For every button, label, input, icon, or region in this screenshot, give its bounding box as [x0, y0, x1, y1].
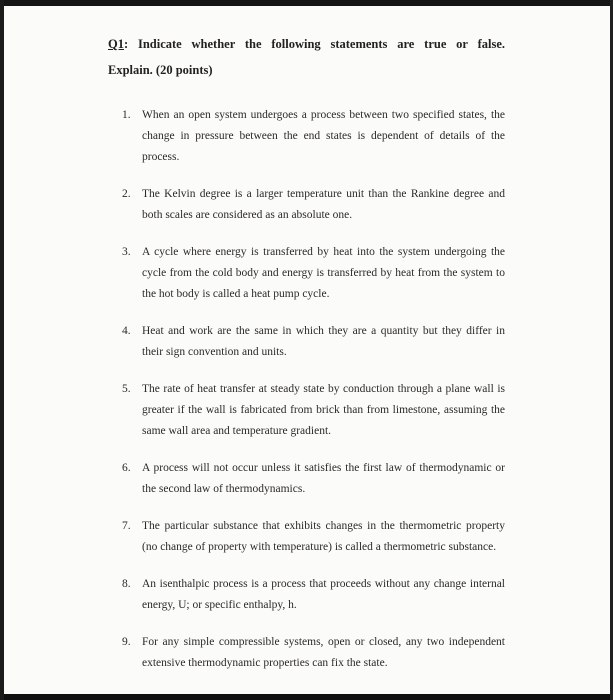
question-heading-line1	[108, 31, 505, 57]
statement-text: A cycle where energy is transferred by heat into the system undergoing the cycle from the cold body and energy is transferred by heat from the system to the hot body is called a heat pump cycle.	[142, 246, 505, 300]
statement-number: 5.	[122, 383, 131, 395]
statement-item	[122, 574, 505, 616]
statement-item	[122, 184, 505, 226]
statement-text: When an open system undergoes a process between two specified states, the change in pressure between the end states is dependent of details of the process.	[142, 109, 505, 163]
statement-text: The Kelvin degree is a larger temperature unit than the Rankine degree and both scales are considered as an absolute one.	[142, 188, 505, 221]
photo-bottom-border	[0, 694, 613, 700]
statement-number: 9.	[122, 636, 131, 648]
statement-number: 8.	[122, 578, 131, 590]
statement-number: 2.	[122, 188, 131, 200]
statement-number: 3.	[122, 246, 131, 258]
statement-item	[122, 242, 505, 305]
statement-list	[108, 105, 505, 674]
statement-text: A process will not occur unless it satisfies the first law of thermodynamic or the second law of thermodynamics.	[142, 462, 505, 495]
exam-page	[108, 31, 505, 690]
statement-item	[122, 105, 505, 168]
statement-item	[122, 321, 505, 363]
statement-item	[122, 458, 505, 500]
statement-item	[122, 632, 505, 674]
statement-text: Heat and work are the same in which they are a quantity but they differ in their sign convention and units.	[142, 325, 505, 358]
statement-text: An isenthalpic process is a process that proceeds without any change internal energy, U; or specific enthalpy, h.	[142, 578, 505, 611]
statement-number: 1.	[122, 109, 131, 121]
statement-text: For any simple compressible systems, open or closed, any two independent extensive thermodynamic properties can fix the state.	[142, 636, 505, 669]
statement-text: The particular substance that exhibits changes in the thermometric property (no change of property with temperature) is called a thermometric substance.	[142, 520, 505, 553]
statement-number: 4.	[122, 325, 131, 337]
question-heading-line2: Explain. (20 points)	[108, 63, 213, 77]
statement-text: The rate of heat transfer at steady state by conduction through a plane wall is greater if the wall is fabricated from brick than from limestone, assuming the same wall area and temperature gradient.	[142, 383, 505, 437]
question-number: Q1	[108, 37, 124, 51]
statement-item	[122, 379, 505, 442]
question-heading-text: : Indicate whether the following statements are true or false.	[123, 37, 505, 51]
statement-number: 6.	[122, 462, 131, 474]
question-heading	[108, 31, 505, 83]
statement-item	[122, 516, 505, 558]
photo-left-border	[0, 0, 4, 700]
statement-number: 7.	[122, 520, 131, 532]
photo-top-border	[0, 0, 613, 6]
